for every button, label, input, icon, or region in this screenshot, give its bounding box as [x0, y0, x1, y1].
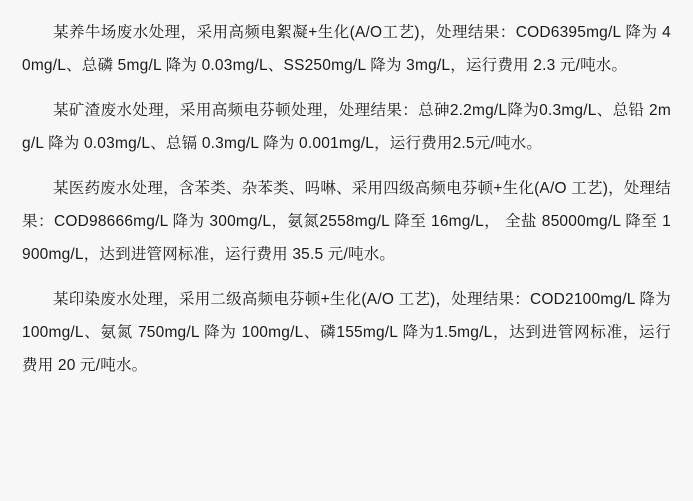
paragraph-printing-dyeing-wastewater: 某印染废水处理，采用二级高频电芬顿+生化(A/O 工艺)，处理结果：COD2100mg/L 降为 100mg/L、氨氮 750mg/L 降为 100mg/L、磷155mg/L 降为1.5mg/L，达到进管网标准，运行费用 20 元/吨水。: [22, 291, 671, 374]
paragraph-pharmaceutical-wastewater: 某医药废水处理，含苯类、杂苯类、吗啉、采用四级高频电芬顿+生化(A/O 工艺)，处理结果：COD98666mg/L 降为 300mg/L，氨氮2558mg/L 降至 16mg/L， 全盐 85000mg/L 降至 1900mg/L，达到进管网标准，运行费用 35.5 元/吨水。: [22, 180, 671, 263]
paragraph-cattle-farm-wastewater: 某养牛场废水处理，采用高频电絮凝+生化(A/O工艺)，处理结果：COD6395mg/L 降为 40mg/L、总磷 5mg/L 降为 0.03mg/L、SS250mg/L 降为 3mg/L，运行费用 2.3 元/吨水。: [22, 24, 671, 74]
paragraph-mine-tailings-wastewater: 某矿渣废水处理，采用高频电芬顿处理，处理结果：总砷2.2mg/L降为0.3mg/L、总铅 2mg/L 降为 0.03mg/L、总镉 0.3mg/L 降为 0.001mg/L，运行费用2.5元/吨水。: [22, 102, 671, 152]
